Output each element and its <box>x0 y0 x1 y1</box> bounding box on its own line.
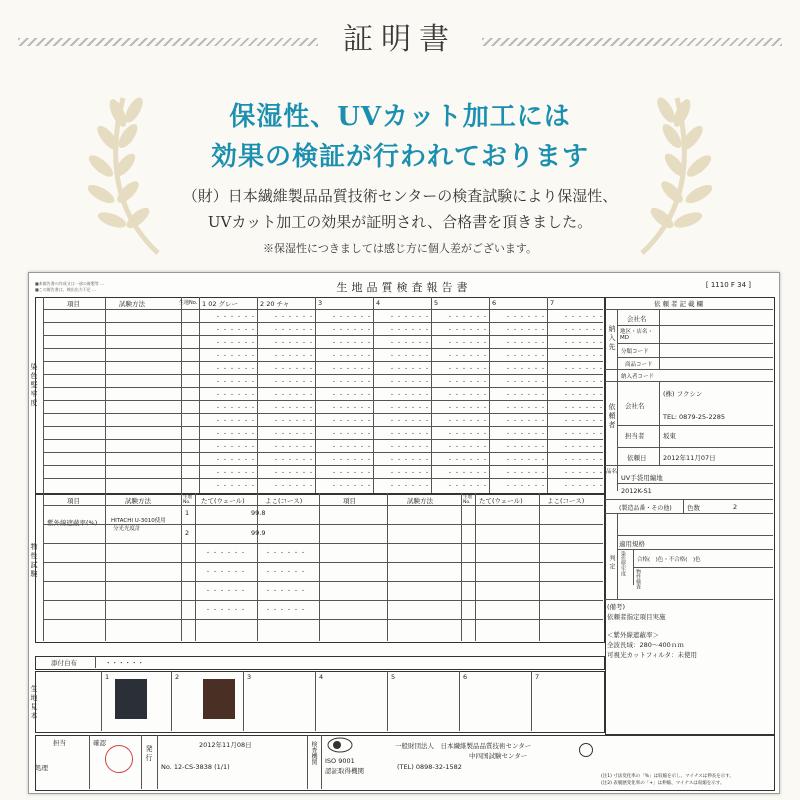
fabric-swatch-gray <box>115 679 147 719</box>
client-title: 依頼者記載欄 <box>654 300 705 308</box>
footer-org2: 中四国試験センター <box>469 752 528 760</box>
report-code: [ 1110 F 34 ] <box>705 281 751 289</box>
colorfast-cell-dash: ・・・・・・ <box>505 340 548 347</box>
samples-label: 生地見本 <box>30 685 38 721</box>
colorfast-cell-dash: ・・・・・・ <box>389 418 432 425</box>
phys-judge-label: 物性検査 <box>635 569 641 589</box>
dye-judge-label: 染色堅牢度 <box>620 551 626 576</box>
colorfast-cell-dash: ・・・・・・ <box>447 418 490 425</box>
colorfast-cell-dash: ・・・・・・ <box>563 470 606 477</box>
colorfast-cell-dash: ・・・・・・ <box>563 392 606 399</box>
footnote-1: (注1) 寸法変化率の「%」は収縮を示し、マイナスは伸長を示す。 <box>601 774 734 779</box>
colorfast-cell-dash: ・・・・・・ <box>563 327 606 334</box>
ph-h-item: 項目 <box>67 497 80 505</box>
colorfast-row-line <box>43 361 603 362</box>
colorfast-cell-dash: ・・・・・・ <box>215 340 258 347</box>
uv-method-1: HITACHI U-3010使用 <box>111 518 166 524</box>
colorfast-cell-dash: ・・・・・・ <box>447 379 490 386</box>
requester-company: (株) フクシン <box>663 390 703 398</box>
physical-cell-dash: ・・・・・・ <box>205 607 248 614</box>
colorfast-row-line <box>43 426 603 427</box>
colorfast-cell-dash: ・・・・・・ <box>215 353 258 360</box>
colorfast-cell-dash: ・・・・・・ <box>389 483 432 490</box>
colorfast-cell-dash: ・・・・・・ <box>389 444 432 451</box>
footer-inspect-label: 検査機関 <box>310 741 317 765</box>
colorfast-cell-dash: ・・・・・・ <box>447 353 490 360</box>
physical-row-line <box>43 505 603 506</box>
uv-no1: 1 <box>185 509 190 517</box>
colorfast-cell-dash: ・・・・・・ <box>505 431 548 438</box>
colorfast-cell-dash: ・・・・・・ <box>215 418 258 425</box>
colorfast-cell-dash: ・・・・・・ <box>505 314 548 321</box>
physical-cell-dash: ・・・・・・ <box>205 550 248 557</box>
colorfast-row-line <box>43 452 603 453</box>
colorfast-cell-dash: ・・・・・・ <box>273 457 316 464</box>
requester-tel: TEL: 0879-25-2285 <box>663 413 726 421</box>
physical-cell-dash: ・・・・・・ <box>265 588 308 595</box>
cf-h-no: 生地No. <box>179 300 198 306</box>
colorfast-cell-dash: ・・・・・・ <box>215 405 258 412</box>
colorfast-cell-dash: ・・・・・・ <box>447 457 490 464</box>
colorfast-row-line <box>43 322 603 323</box>
cf-h-5: 5 <box>434 299 439 307</box>
request-date: 2012年11月07日 <box>663 454 716 462</box>
colorfast-row-line <box>43 478 603 479</box>
colorfast-cell-dash: ・・・・・・ <box>563 457 606 464</box>
colorfast-cell-dash: ・・・・・・ <box>505 418 548 425</box>
colorfast-cell-dash: ・・・・・・ <box>505 444 548 451</box>
physical-row-line <box>43 543 603 544</box>
footer-confirm: 確認 <box>93 739 106 747</box>
cf-h-method: 試験方法 <box>119 300 145 308</box>
footer-iso: ISO 9001 <box>325 757 355 765</box>
remarks-label: (備考) <box>607 603 626 611</box>
std-label: 適用規格 <box>619 540 645 548</box>
colorfast-cell-dash: ・・・・・・ <box>331 340 374 347</box>
colorfast-cell-dash: ・・・・・・ <box>505 379 548 386</box>
colorfast-cell-dash: ・・・・・・ <box>563 418 606 425</box>
requester-company-label: 会社名 <box>625 402 645 410</box>
cf-h-4: 4 <box>376 299 381 307</box>
item-value: UV手袋用編地 <box>621 474 663 482</box>
colorfast-cell-dash: ・・・・・・ <box>505 353 548 360</box>
requester-label: 依頼者 <box>608 403 616 430</box>
colorfast-row-line <box>43 465 603 466</box>
colorfast-cell-dash: ・・・・・・ <box>505 483 548 490</box>
headline-line1: 保湿性、UVカット加工には <box>229 102 571 132</box>
physical-row-line <box>43 619 603 620</box>
ph-h-item2: 項目 <box>343 497 356 505</box>
color-count-label: 色数 <box>687 504 700 512</box>
colorfast-cell-dash: ・・・・・・ <box>447 431 490 438</box>
colorfast-cell-dash: ・・・・・・ <box>563 405 606 412</box>
sample-4-label: 4 <box>319 673 324 681</box>
footer-issue: 発行 <box>145 745 153 763</box>
colorfast-cell-dash: ・・・・・・ <box>563 379 606 386</box>
colorfast-cell-dash: ・・・・・・ <box>273 470 316 477</box>
colorfast-cell-dash: ・・・・・・ <box>505 470 548 477</box>
fabric-swatch-brown <box>203 679 235 719</box>
ph-h-no: 生地No. <box>183 495 192 505</box>
colorfast-cell-dash: ・・・・・・ <box>563 353 606 360</box>
uv-no2: 2 <box>185 529 190 537</box>
request-date-label: 依頼日 <box>627 454 647 462</box>
colorfast-cell-dash: ・・・・・・ <box>331 418 374 425</box>
colorfast-cell-dash: ・・・・・・ <box>215 327 258 334</box>
ph-h-warp: たて(ウェール) <box>201 497 245 505</box>
uv-val2: 99.9 <box>251 529 266 537</box>
colorfast-row-line <box>43 400 603 401</box>
colorfast-cell-dash: ・・・・・・ <box>563 340 606 347</box>
sample-5-label: 5 <box>391 673 396 681</box>
colorfast-cell-dash: ・・・・・・ <box>273 418 316 425</box>
colorfast-cell-dash: ・・・・・・ <box>389 353 432 360</box>
region-label: 地区・店名・MD <box>620 329 654 341</box>
sample-2-label: 2 <box>175 673 180 681</box>
product-no: 2012K-S1 <box>621 487 652 495</box>
colorfast-cell-dash: ・・・・・・ <box>389 431 432 438</box>
sample-7-label: 7 <box>535 673 540 681</box>
deliver-code-label: 納入者コード <box>621 374 655 380</box>
physical-cell-dash: ・・・・・・ <box>205 569 248 576</box>
colorfast-cell-dash: ・・・・・・ <box>389 327 432 334</box>
colorfast-cell-dash: ・・・・・・ <box>331 444 374 451</box>
physical-row-line <box>43 524 603 525</box>
ph-h-method2: 試験方法 <box>407 497 433 505</box>
colorfast-row-line <box>43 387 603 388</box>
physical-row-line <box>43 600 603 601</box>
colorfast-cell-dash: ・・・・・・ <box>563 483 606 490</box>
colorfast-cell-dash: ・・・・・・ <box>331 405 374 412</box>
description-line1: （財）日本繊維製品品質技術センターの検査試験により保湿性、 <box>182 187 618 205</box>
headline-line2: 効果の検証が行われております <box>210 142 589 172</box>
colorfast-cell-dash: ・・・・・・ <box>389 366 432 373</box>
remarks-line2: 全波長域：280～400ｎｍ <box>607 641 684 649</box>
ph-h-weft2: よこ(コース) <box>547 497 585 505</box>
colorfast-cell-dash: ・・・・・・ <box>331 431 374 438</box>
judge-label: 判定 <box>608 555 615 571</box>
colorfast-cell-dash: ・・・・・・ <box>215 431 258 438</box>
colorfast-cell-dash: ・・・・・・ <box>215 314 258 321</box>
page-title: 証明書 <box>343 22 457 57</box>
footer-no: No. 12-CS-3838 (1/1) <box>161 763 230 771</box>
deliver-label: 納入先 <box>608 325 616 352</box>
colorfast-row-line <box>43 348 603 349</box>
colorfast-cell-dash: ・・・・・・ <box>273 431 316 438</box>
colorfast-cell-dash: ・・・・・・ <box>273 366 316 373</box>
iso-logo-icon <box>327 737 353 753</box>
colorfast-cell-dash: ・・・・・・ <box>389 457 432 464</box>
uv-item: 紫外線遮蔽率(%) <box>47 519 98 527</box>
ph-h-weft: よこ(コース) <box>265 497 303 505</box>
colorfast-cell-dash: ・・・・・・ <box>389 340 432 347</box>
colorfast-row-line <box>43 335 603 336</box>
person-value: 坂東 <box>663 432 676 440</box>
colorfast-cell-dash: ・・・・・・ <box>273 392 316 399</box>
colorfast-cell-dash: ・・・・・・ <box>273 353 316 360</box>
colorfast-cell-dash: ・・・・・・ <box>331 379 374 386</box>
colorfast-cell-dash: ・・・・・・ <box>563 314 606 321</box>
colorfast-cell-dash: ・・・・・・ <box>505 327 548 334</box>
color-count: 2 <box>733 503 738 511</box>
cf-h-3: 3 <box>318 299 323 307</box>
colorfast-cell-dash: ・・・・・・ <box>273 327 316 334</box>
colorfast-cell-dash: ・・・・・・ <box>215 483 258 490</box>
colorfast-row-line <box>43 309 603 310</box>
colorfast-cell-dash: ・・・・・・ <box>331 392 374 399</box>
cf-h-6: 6 <box>492 299 497 307</box>
footer-process: 処理 <box>35 764 48 772</box>
colorfast-cell-dash: ・・・・・・ <box>447 405 490 412</box>
colorfast-cell-dash: ・・・・・・ <box>563 431 606 438</box>
colorfast-cell-dash: ・・・・・・ <box>273 314 316 321</box>
seal-icon <box>579 743 593 757</box>
dye-pass-fail: 合格( )色・不合格( )色 <box>637 557 701 563</box>
cf-h-1: 1 02 グレー <box>202 300 239 308</box>
colorfast-cell-dash: ・・・・・・ <box>505 405 548 412</box>
colorfast-cell-dash: ・・・・・・ <box>331 483 374 490</box>
footnote-2: (注2) 表履歴変化率の「+」は伸縮、マイナスは収縮を示す。 <box>601 781 725 786</box>
colorfast-cell-dash: ・・・・・・ <box>447 314 490 321</box>
colorfast-cell-dash: ・・・・・・ <box>273 340 316 347</box>
physical-row-line <box>43 581 603 582</box>
colorfast-cell-dash: ・・・・・・ <box>215 457 258 464</box>
colorfast-cell-dash: ・・・・・・ <box>447 470 490 477</box>
sub-label: (製造品番・その他) <box>619 505 672 512</box>
colorfast-cell-dash: ・・・・・・ <box>447 444 490 451</box>
colorfast-cell-dash: ・・・・・・ <box>389 314 432 321</box>
attach-label: 添付白布 <box>51 659 77 667</box>
colorfast-cell-dash: ・・・・・・ <box>389 392 432 399</box>
colorfast-cell-dash: ・・・・・・ <box>447 340 490 347</box>
colorfast-cell-dash: ・・・・・・ <box>505 392 548 399</box>
description-line2: UVカット加工の効果が証明され、合格書を頂きました。 <box>207 213 593 231</box>
colorfast-cell-dash: ・・・・・・ <box>273 444 316 451</box>
inspection-report <box>28 272 780 794</box>
colorfast-cell-dash: ・・・・・・ <box>389 379 432 386</box>
colorfast-cell-dash: ・・・・・・ <box>331 314 374 321</box>
physical-cell-dash: ・・・・・・ <box>265 569 308 576</box>
item-label: 品名 <box>606 469 618 475</box>
colorfast-cell-dash: ・・・・・・ <box>215 379 258 386</box>
footer-date: 2012年11月08日 <box>199 741 252 749</box>
class-code-label: 分類コード <box>621 349 649 355</box>
colorfast-cell-dash: ・・・・・・ <box>447 483 490 490</box>
colorfast-cell-dash: ・・・・・・ <box>331 353 374 360</box>
cf-h-item: 項目 <box>67 300 80 308</box>
colorfast-cell-dash: ・・・・・・ <box>331 470 374 477</box>
colorfast-cell-dash: ・・・・・・ <box>447 366 490 373</box>
physical-cell-dash: ・・・・・・ <box>265 607 308 614</box>
colorfast-label: 染色堅牢度 <box>30 363 38 408</box>
footer-iso-sub: 認証取得機関 <box>325 767 364 775</box>
colorfast-cell-dash: ・・・・・・ <box>215 444 258 451</box>
approval-stamp-icon <box>105 745 133 773</box>
sample-1-label: 1 <box>105 673 110 681</box>
sample-6-label: 6 <box>463 673 468 681</box>
colorfast-row-line <box>43 374 603 375</box>
colorfast-cell-dash: ・・・・・・ <box>331 366 374 373</box>
uv-method-2: 分光光度計 <box>113 526 141 532</box>
cf-h-2: 2 20 チャ <box>260 300 290 308</box>
footer-org1: 一般財団法人 日本繊維製品品質技術センター <box>395 742 532 750</box>
ph-h-no2: 生地No. <box>463 495 472 505</box>
physical-cell-dash: ・・・・・・ <box>265 550 308 557</box>
colorfast-cell-dash: ・・・・・・ <box>273 379 316 386</box>
colorfast-cell-dash: ・・・・・・ <box>273 405 316 412</box>
colorfast-cell-dash: ・・・・・・ <box>563 444 606 451</box>
remarks-line3: 可視光カットフィルタ：未使用 <box>607 651 697 659</box>
remarks-line1: 依頼者指定項目実施 <box>607 613 666 621</box>
report-notes: ■本報告書の作成又は一部の複製等 ... ■この報告書は、検出出力不足 ... <box>35 281 104 292</box>
colorfast-cell-dash: ・・・・・・ <box>563 366 606 373</box>
physical-cell-dash: ・・・・・・ <box>205 588 248 595</box>
physical-label: 物性試験 <box>30 543 38 579</box>
company-label: 会社名 <box>627 315 647 323</box>
colorfast-cell-dash: ・・・・・・ <box>389 470 432 477</box>
colorfast-cell-dash: ・・・・・・ <box>215 470 258 477</box>
colorfast-cell-dash: ・・・・・・ <box>505 457 548 464</box>
uv-val1: 99.8 <box>251 509 266 517</box>
attach-value: ・・・・・・ <box>105 659 144 667</box>
colorfast-cell-dash: ・・・・・・ <box>447 392 490 399</box>
colorfast-row-line <box>43 413 603 414</box>
colorfast-cell-dash: ・・・・・・ <box>505 366 548 373</box>
colorfast-cell-dash: ・・・・・・ <box>331 457 374 464</box>
colorfast-cell-dash: ・・・・・・ <box>215 392 258 399</box>
product-code-label: 商品コード <box>625 362 653 368</box>
remarks-head: ＜紫外線遮蔽率＞ <box>607 631 659 639</box>
colorfast-row-line <box>43 439 603 440</box>
footer-tel: (TEL) 0898-32-1582 <box>397 763 462 771</box>
colorfast-cell-dash: ・・・・・・ <box>273 483 316 490</box>
colorfast-cell-dash: ・・・・・・ <box>215 366 258 373</box>
physical-row-line <box>43 562 603 563</box>
footer-handler: 担当 <box>53 739 66 747</box>
ph-h-warp2: たて(ウェール) <box>479 497 523 505</box>
description-note: ※保湿性につきましては感じ方に個人差がございます。 <box>263 242 537 255</box>
colorfast-cell-dash: ・・・・・・ <box>389 405 432 412</box>
person-label: 担当者 <box>625 432 645 440</box>
sample-3-label: 3 <box>247 673 252 681</box>
colorfast-cell-dash: ・・・・・・ <box>331 327 374 334</box>
cf-h-7: 7 <box>550 299 555 307</box>
ph-h-method: 試験方法 <box>125 497 151 505</box>
report-title: 生地品質検査報告書 <box>336 281 472 294</box>
colorfast-cell-dash: ・・・・・・ <box>447 327 490 334</box>
